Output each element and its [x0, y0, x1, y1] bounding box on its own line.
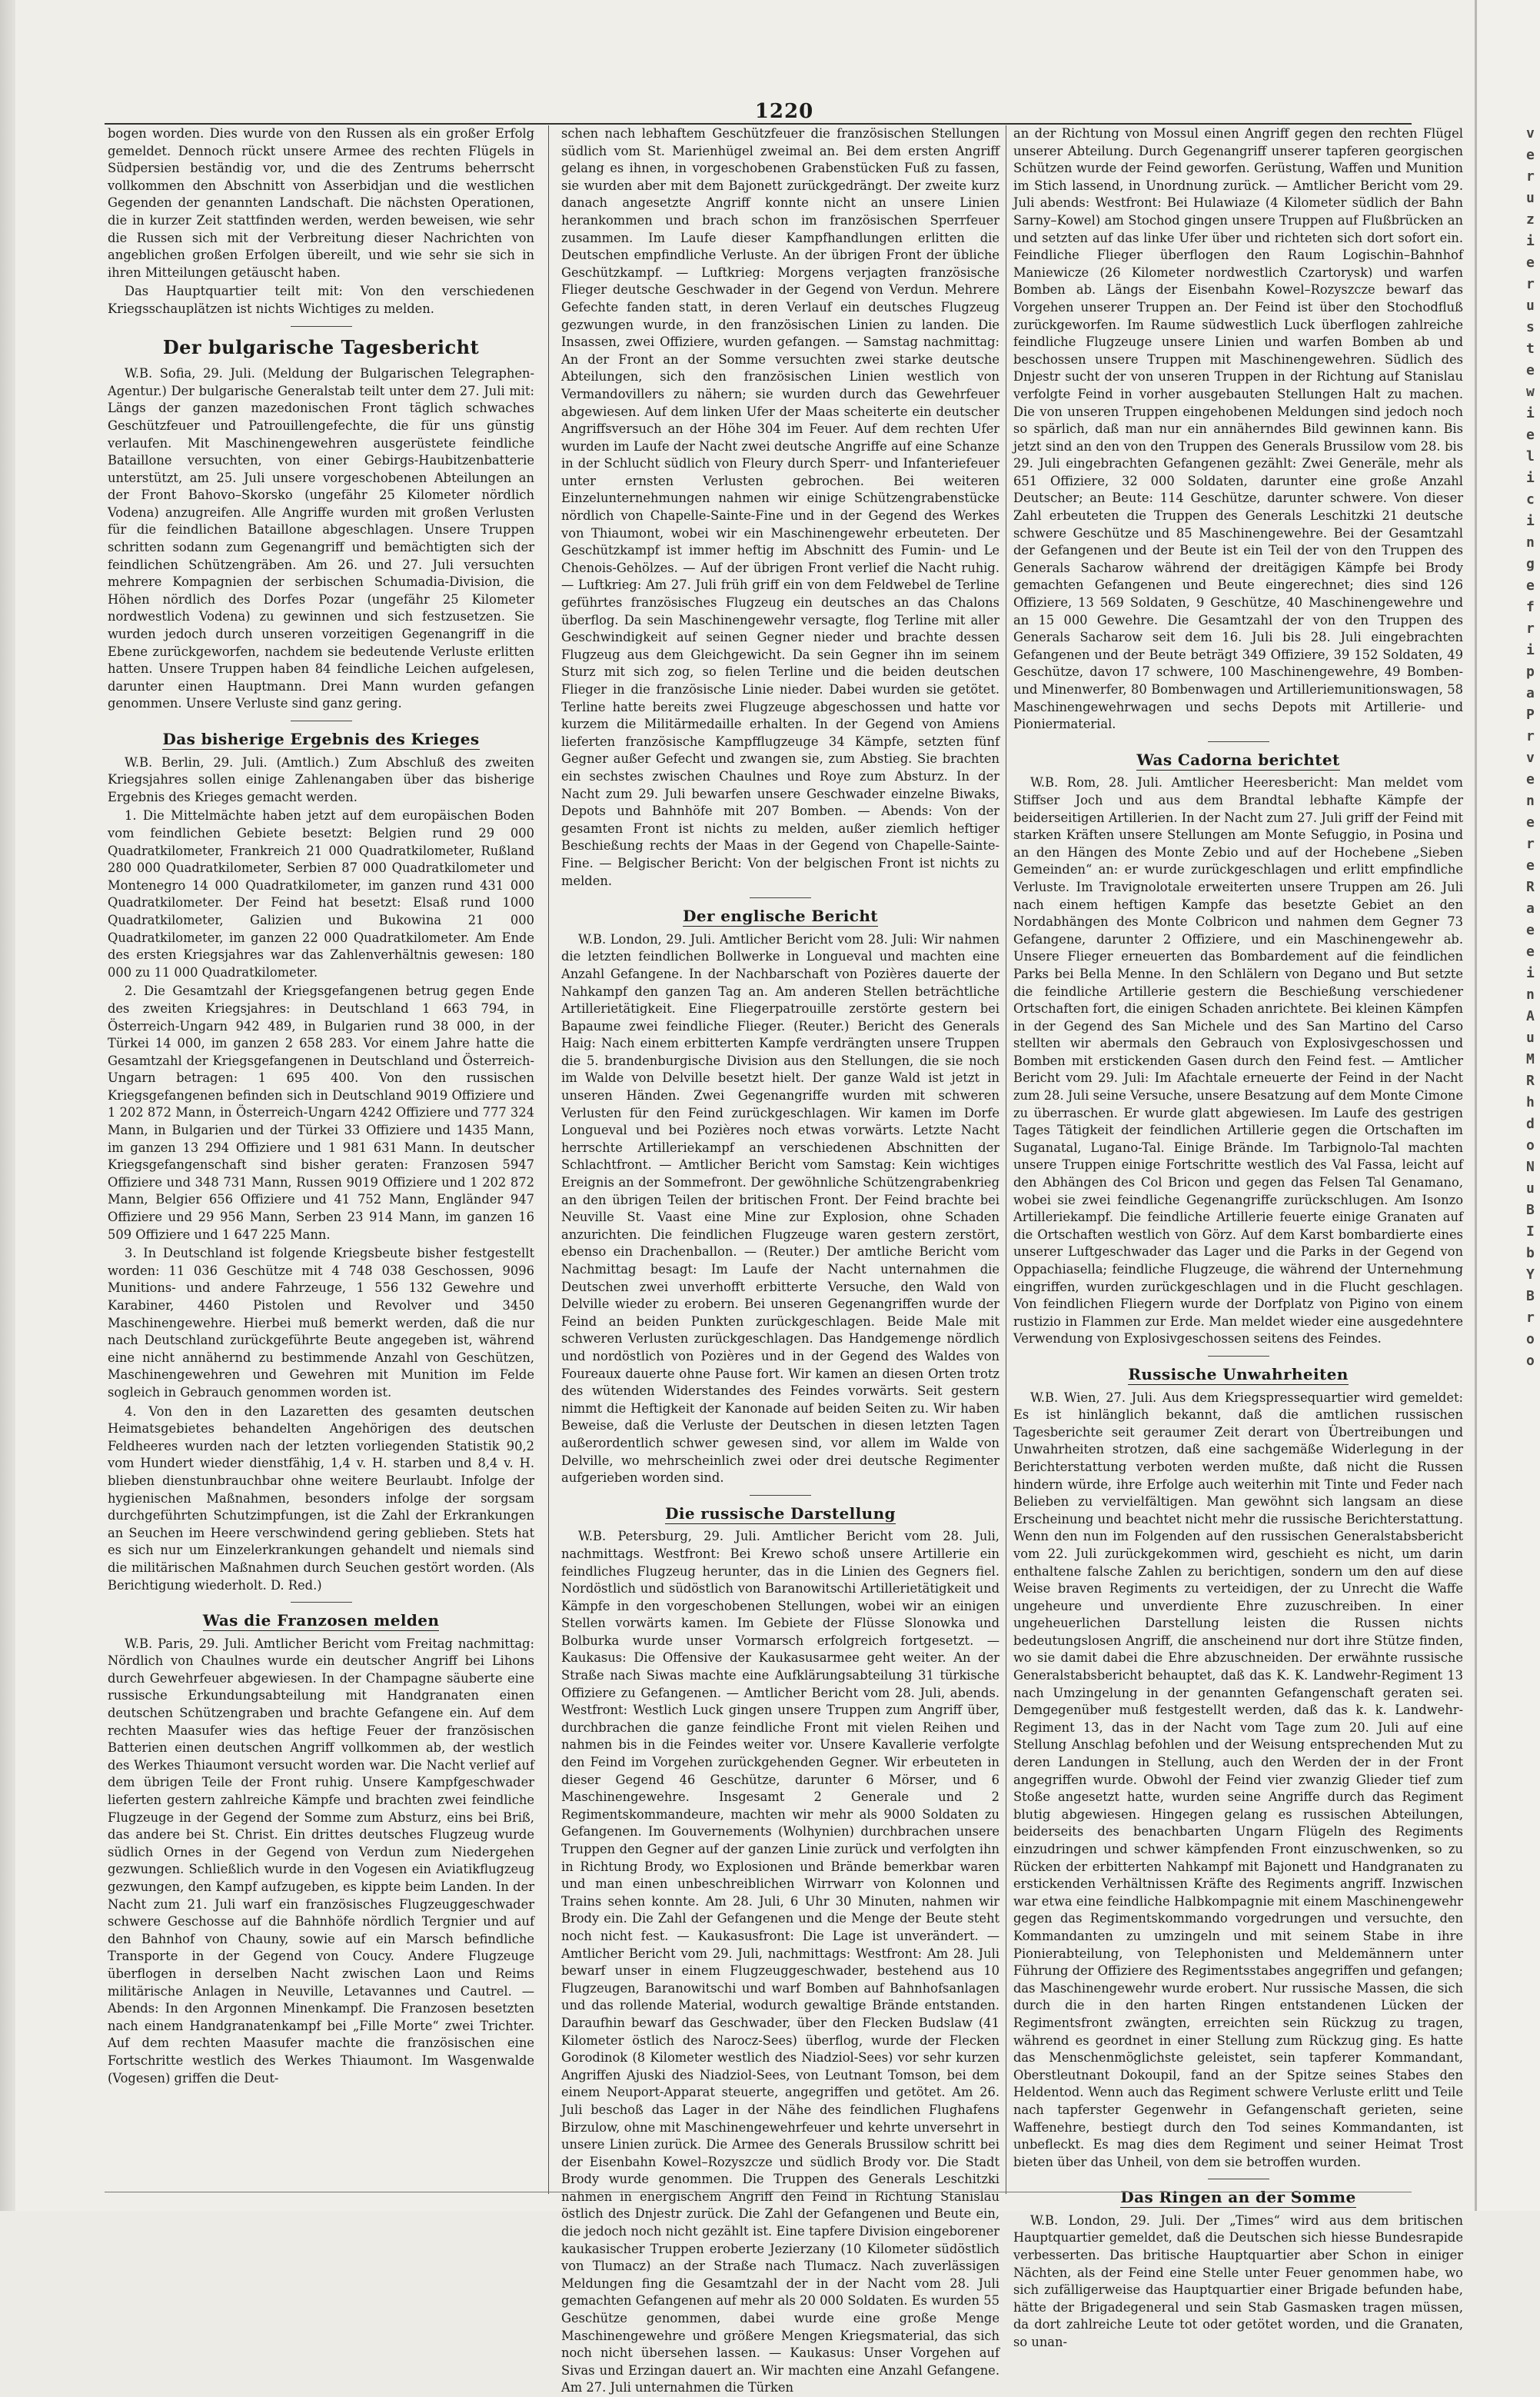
adjacent-page-text: ve ru z ie ru ste wie lic in ge fri pa Pr ve ne re R a e e in A u M R h d o N u B I b Y B ro o: [1526, 125, 1535, 1369]
article-text: Das Hauptquartier teilt mit: Von den verschiedenen Kriegsschauplätzen ist nichts Wichtiges zu melden.: [108, 284, 534, 316]
headline-english-report: [561, 907, 1000, 925]
adjacent-page-edge: [1475, 0, 1540, 2211]
headline-cadorna-report: [1013, 751, 1463, 769]
headline-text: Der englische Bericht: [683, 907, 878, 926]
column-divider: [548, 125, 549, 2194]
headline-text: Was Cadorna berichtet: [1136, 750, 1340, 769]
article-text: W.B. Paris, 29. Juli. Amtlicher Bericht vom Freitag nachmittag: Nördlich von Chaulnes wurde ein deutscher Angriff bei Lihons durch Gewehrfeuer abgewiesen. In der Champagne säuberte eine russische Erkundungsabteilung mit Handgranaten einen deutschen Schützengraben und brachte Gefangene ein. Auf dem rechten Maasufer wies das heftige Feuer der französischen Batterien einen deutschen Angriff vollkommen ab, der westlich des Werkes Thiaumont versucht worden war. Die Nacht verlief auf dem übrigen Teile der Front ruhig. Unsere Kampfgeschwader lieferten gestern zahlreiche Kämpfe und brachten zwei feindliche Flugzeuge in der Gegend der Somme zum Absturz, eins bei Briß, das andere bei St. Christ. Ein drittes deutsches Flugzeug wurde südlich Ornes in der Gegend von Verdun zum Niedergehen gezwungen. Schließlich wurde in den Vogesen ein Aviatikflugzeug gezwungen, den Kampf aufzugeben, es kippte beim Landen. In der Nacht zum 21. Juli warf ein französisches Flugzeuggeschwader schwere Geschosse auf die Bahnhöfe nördlich Tergnier und auf den Bahnhof von Chauny, sowie auf ein Marsch befindliche Transporte in der Gegend von Coucy. Andere Flugzeuge überflogen in derselben Nacht zwischen Laon und Reims militärische Anlagen in Neuville, Letavannes und Cautrel. — Abends: In den Argonnen Minenkampf. Die Franzosen besetzten nach einem Handgranatenkampf bei „Fille Morte“ zwei Trichter. Auf dem rechten Maasufer machte die französischen eine Fortschritte westlich des Werkes Thiaumont. Im Wasgenwalde (Vogesen) griffen die Deut-: [108, 1636, 534, 2086]
article-text: 4. Von den in den Lazaretten des gesamten deutschen Heimatsgebietes behandelten Angehörigen des deutschen Feldheeres wurden nach der letzten vorliegenden Statistik 90,2 vom Hundert wieder dienstfähig, 1,4 v. H. starben und 8,4 v. H. blieben dienstunbrauchbar ohne weitere Beurlaubt. Infolge der hygienischen Maßnahmen, besonders infolge der sorgsam durchgeführten Schutzimpfungen, ist die Zahl der Erkrankungen an Seuchen im Heere verschwindend gering geblieben. Stets hat es sich nur um Einzelerkrankungen gehandelt und niemals sind die militärischen Maßnahmen durch Seuchen gestört worden. (Als Berichtigung wiederholt. D. Red.): [108, 1403, 534, 1593]
article-text: an der Richtung von Mossul einen Angriff gegen den rechten Flügel unserer Abteilung. Durch Gegenangriff unserer tapferen georgischen Schützen wurde der Feind geworfen. Gerüstung, Waffen und Munition im Stich lassend, in Unordnung zurück. — Amtlicher Bericht vom 29. Juli abends: Westfront: Bei Hulawiaze (4 Kilometer südlich der Bahn Sarny–Kowel) am Stochod gingen unsere Truppen auf Flußbrücken an und setzten auf das linke Ufer über und richteten sich dort sofort ein. Feindliche Flieger überflogen den Raum Logischin–Bahnhof Maniewicze (26 Kilometer nordwestlich Czartorysk) und warfen Bomben ab. Längs der Eisenbahn Kowel–Rozyszcze bewarf das Vorgehen unserer Truppen an. Der Feind ist über den Stochodfluß zurückgeworfen. Im Raume südwestlich Luck überflogen zahlreiche feindliche Flugzeuge unsere Linien und warfen Bomben ab und beschossen unsere Truppen mit Maschinengewehren. Südlich des Dnjestr sucht der von unseren Truppen in der Richtung auf Stanislau verfolgte Feind in vorher ausgebauten Stellungen Halt zu machen. Die von unseren Truppen eingehobenen Meldungen sind jedoch noch so spärlich, daß man nur ein annäherndes Bild gewinnen kann. Bis jetzt sind an den von den Truppen des Generals Brussilow vom 28. bis 29. Juli eingebrachten Gefangenen gezählt: Zwei Generäle, mehr als 651 Offiziere, 32 000 Soldaten, darunter eine große Anzahl Deutscher; an Beute: 114 Geschütze, darunter schwere. Von dieser Zahl erbeuteten die Truppen des Generals Leschitzki 21 deutsche schwere Geschütze und 85 Maschinengewehre. Bei der Gesamtzahl der Gefangenen und der Beute ist ein Teil der von den Truppen des Generals Sacharow während der dreitägigen Kämpfe bei Brody gemachten Gefangenen und Beute eingerechnet; dies sind 126 Offiziere, 13 569 Soldaten, 9 Geschütze, 40 Maschinengewehre und an 15 000 Gewehre. Die Gesamtzahl der von den Truppen des Generals Sacharow seit dem 16. Juli bis 28. Juli eingebrachten Gefangenen und der Beute beträgt 349 Offiziere, 39 152 Soldaten, 49 Geschütze, davon 17 schwere, 100 Maschinengewehre, 49 Bomben- und Minenwerfer, 80 Bombenwagen und Artilleriemunitionswagen, 58 Maschinengewehrwagen und sechs Depots mit Artillerie- und Pioniermaterial.: [1013, 126, 1463, 732]
article-text: W.B. London, 29. Juli. Amtlicher Bericht vom 28. Juli: Wir nahmen die letzten feindlichen Bollwerke in Longueval und machten eine Anzahl Gefangene. In der Nachbarschaft von Pozières dauerte der Nahkampf den ganzen Tag an. Am anderen Stellen beträchtliche Artillerietätigkeit. Eine Fliegerpatrouille zerstörte gestern bei Bapaume zwei feindliche Flieger. (Reuter.) Bericht des Generals Haig: Nach einem erbitterten Kampfe verdrängten unsere Truppen die 5. brandenburgische Division aus den Stellungen, die sie noch im Walde von Delville besetzt hielt. Der ganze Wald ist jetzt in unseren Händen. Zwei Gegenangriffe wurden mit schweren Verlusten für den Feind zurückgeschlagen. Wir kamen im Dorfe Longueval und bei Pozières noch etwas vorwärts. Letzte Nacht herrschte Artilleriekampf an verschiedenen Abschnitten der Schlachtfront. — Amtlicher Bericht vom Samstag: Kein wichtiges Ereignis an der Sommefront. Der gewöhnliche Schützengrabenkrieg an den übrigen Teilen der britischen Front. Der Feind brachte bei Neuville St. Vaast eine Mine zur Explosion, ohne Schaden anzurichten. Die feindlichen Flugzeuge waren gestern zerstört, ebenso ein Drachenballon. — (Reuter.) Der amtliche Bericht vom Nachmittag besagt: Im Laufe der Nacht unternahmen die Deutschen zwei unverhofft erbitterte Versuche, den Wald von Delville wieder zu erobern. Bei unseren Gegenangriffen wurde der Feind an beiden Punkten zurückgeschlagen. Beide Male mit schweren Verlusten zurückgeschlagen. Das Handgemenge nördlich und nordöstlich von Pozières und in der Gegend des Waldes von Foureaux dauerte ohne Pause fort. Wir kamen an diesen Orten trotz des wütenden Widerstandes des Feindes vorwärts. Seit gestern nimmt die Heftigkeit der Kanonade auf beiden Seiten zu. Wir haben Beweise, daß die Verluste der Deutschen in diesen letzten Tagen außerordentlich schwer gewesen sind, vor allem im Walde von Delville, wo mehrscheinlich zwei oder drei deutsche Regimenter aufgerieben worden sind.: [561, 931, 1000, 1486]
page-number: 1220: [754, 100, 814, 123]
article-text: W.B. Sofia, 29. Juli. (Meldung der Bulgarischen Telegraphen-Agentur.) Der bulgarische Generalstab teilt unter dem 27. Juli mit: Längs der ganzen mazedonischen Front täglich schwaches Geschützfeuer und Patrouillengefechte, die für uns günstig verlaufen. Mit Maschinengewehren ausgerüstete feindliche Bataillone versuchten, von einer Gebirgs-Haubitzenbatterie unterstützt, am 25. Juli unsere vorgeschobenen Abteilungen an der Front Bahovo–Skorsko (ungefähr 25 Kilometer nördlich Vodena) anzugreifen. Alle Angriffe wurden mit großen Verlusten für die feindlichen Bataillone abgeschlagen. Unsere Truppen schritten sodann zum Gegenangriff und bemächtigten sich der feindlichen Schützengräben. Am 26. und 27. Juli versuchten mehrere Kompagnien der serbischen Schumadia-Division, die Höhen nördlich des Dorfes Pozar (ungefähr 25 Kilometer nordwestlich Vodena) zu gewinnen und sich festzusetzen. Sie wurden jedoch durch unseren vorzeitigen Gegenangriff in die Ebene zurückgeworfen, nachdem sie bedeutende Verluste erlitten hatten. Unsere Truppen haben 84 feindliche Leichen aufgelesen, darunter einen Hauptmann. Drei Mann wurden gefangen genommen. Unsere Verluste sind ganz gering.: [108, 366, 534, 711]
headline-french-report: [108, 1612, 534, 1630]
article-text: W.B. Petersburg, 29. Juli. Amtlicher Bericht vom 28. Juli, nachmittags. Westfront: Bei Krewo schoß unsere Artillerie ein feindliches Flugzeug herunter, das in die Linien des Gegners fiel. Nordöstlich und südöstlich von Baranowitschi Artillerietätigkeit und Kämpfe in den vorgeschobenen Stellungen, wobei wir an einigen Stellen vorwärts kamen. Im Gebiete der Flüsse Slonowka und Bolburka wurde unser Vormarsch erfolgreich fortgesetzt. — Kaukasus: Die Offensive der Kaukasusarmee geht weiter. An der Straße nach Siwas machte eine Aufklärungsabteilung 31 türkische Offiziere zu Gefangenen. — Amtlicher Bericht vom 28. Juli, abends. Westfront: Westlich Luck gingen unsere Truppen zum Angriff über, durchbrachen die ganze feindliche Front mit vielen Reihen und nahmen bis in die Feindes weiter vor. Unsere Kavallerie verfolgte den Feind im Vorgehen zurückgehenden Gegner. Wir erbeuteten in dieser Gegend 46 Geschütze, darunter 6 Mörser, und 6 Maschinengewehre. Insgesamt 2 Generale und 2 Regimentskommandeure, machten wir mehr als 9000 Soldaten zu Gefangenen. Im Gouvernements (Wolhynien) durchbrachen unsere Truppen den Gegner auf der ganzen Linie zurück und verfolgten ihn in Richtung Brody, wo Explosionen und Brände bemerkbar waren und man einen unbeschreiblichen Wirrwarr von Kolonnen und Trains sehen konnte. Am 28. Juli, 6 Uhr 30 Minuten, nahmen wir Brody ein. Die Zahl der Gefangenen und die Menge der Beute steht noch nicht fest. — Kaukasusfront: Die Lage ist unverändert. — Amtlicher Bericht vom 29. Juli, nachmittags: Westfront: Am 28. Juli bewarf unser in einem Flugzeuggeschwader, bestehend aus 10 Flugzeugen, Baranowitschi und warf Bomben auf Bahnhofsanlagen und das rollende Material, wodurch gewaltige Brände entstanden. Daraufhin bewarf das Geschwader, über den Flecken Budslaw (41 Kilometer östlich des Narocz-Sees) überflog, wurde der Flecken Gorodinok (8 Kilometer westlich des Niadziol-Sees) vor sehr kurzen Angriffen Ajuski des Niadziol-Sees, von Leutnant Tomson, bei dem einem Neuport-Apparat steuerte, angegriffen und getötet. Am 26. Juli beschoß das Lager in der Nähe des feindlichen Flughafens Birzulow, ohne mit Maschinengewehrfeuer und kehrte unversehrt in unsere Linien zurück. Die Armee des Generals Brussilow schritt bei der Eisenbahn Kowel–Rozyszcze und südlich Brody vor. Die Stadt Brody wurde genommen. Die Truppen des Generals Leschitzki nahmen in energischem Angriff den Feind in Richtung Stanislau östlich des Dnjestr zurück. Die Zahl der Gefangenen und Beute ein, die jedoch noch nicht gezählt ist. Eine tapfere Division eingeborener kaukasischer Truppen eroberte Jezierzany (10 Kilometer südöstlich von Tlumacz) an der Straße nach Tlumacz. Nach zuverlässigen Meldungen fing die Gesamtzahl der in der Nacht vom 28. Juli gemachten Gefangenen auf mehr als 20 000 Soldaten. Es wurden 55 Geschütze genommen, dabei wurde eine große Menge Maschinengewehre und größere Mengen Kriegsmaterial, das sich noch nicht übersehen lassen. — Kaukasus: Unser Vorgehen auf Sivas und Erzingan dauert an. Wir machten eine Anzahl Gefangene. Am 27. Juli unternahmen die Türken: [561, 1529, 1000, 2395]
headline-russian-untruths: [1013, 1366, 1463, 1383]
separator: [1208, 741, 1269, 742]
article-text: 3. In Deutschland ist folgende Kriegsbeute bisher festgestellt worden: 11 036 Geschütze mit 4 748 038 Geschossen, 9096 Munitions- und andere Fahrzeuge, 1 556 132 Gewehre und Karabiner, 4460 Pistolen und Revolver und 3450 Maschinengewehre. Hierbei muß bemerkt werden, daß die nur nach Deutschland zurückgeführte Beute angegeben ist, während eine nicht annähernd zu bestimmende Anzahl von Geschützen, Maschinengewehren und Gewehren mit Munition im Felde sogleich in Gebrauch genommen worden ist.: [108, 1246, 534, 1400]
separator: [750, 897, 811, 898]
headline-bulgarian-report: Der bulgarische Tagesbericht: [162, 335, 480, 358]
separator: [291, 326, 352, 327]
headline-war-results: [108, 731, 534, 748]
article-text: W.B. London, 29. Juli. Der „Times“ wird aus dem britischen Hauptquartier gemeldet, daß die Deutschen sich hiesse Bundesrapide verbesserten. Das britische Hauptquartier aber Schon in einiger Nächten, als der Feind eine Stelle unter Feuer genommen habe, wo sich zufälligerweise das Hauptquartier einer Brigade befunden habe, hätte der Brigadegeneral und sein Stab Gasmasken tragen müssen, da dort zahlreiche Leute tot oder getötet worden, und die Granaten, so unan-: [1013, 2212, 1463, 2350]
page-gutter-left: [0, 0, 17, 2211]
headline-text: Das bisherige Ergebnis des Krieges: [162, 730, 480, 748]
separator: [1208, 1356, 1269, 1357]
header-rule: [105, 123, 1412, 125]
article-text: schen nach lebhaftem Geschützfeuer die französischen Stellungen südlich vom St. Marienhügel zweimal an. Bei dem ersten Angriff gelang es ihnen, in vorgeschobenen Grabenstücken Fuß zu fassen, sie wurden aber mit dem Bajonett zurückgedrängt. Der zweite kurz danach angesetzte Angriff konnte nicht an unsere Linien herankommen und brach schon im französischen Sperrfeuer zusammen. Im Laufe dieser Kampfhandlungen erlitten die Deutschen empfindliche Verluste. An der übrigen Front der übliche Geschützkampf. — Luftkrieg: Morgens verjagten französische Flieger deutsche Geschwader in der Gegend von Verdun. Mehrere Gefechte fanden statt, in deren Verlauf ein deutsches Flugzeug gezwungen wurde, in den französischen Linien zu landen. Die Insassen, zwei Offiziere, wurden gefangen. — Samstag nachmittag: An der Front an der Somme versuchten zwei starke deutsche Abteilungen, sich den französischen Linien westlich von Vermandovillers zu nähern; sie wurden durch das Gewehrfeuer abgewiesen. Auf dem linken Ufer der Maas scheiterte ein deutscher Angriffsversuch an der Höhe 304 im Feuer. Auf dem rechten Ufer wurden im Laufe der Nacht zwei deutsche Angriffe auf eine Schanze in der Schlucht südlich von Fleury durch Sperr- und Infanteriefeuer unter ernsten Verlusten gebrochen. Bei weiteren Einzelunternehmungen nahmen wir einige Schützengrabenstücke nördlich von Chapelle-Sainte-Fine und in der Gegend des Werkes von Thiaumont, wobei wir ein Maschinengewehr erbeuteten. Der Geschützkampf ist immer heftig im Abschnitt des Fumin- und Le Chenois-Gehölzes. — Auf der übrigen Front verlief die Nacht ruhig. — Luftkrieg: Am 27. Juli früh griff ein von dem Feldwebel de Terline geführtes französisches Flugzeug ein deutsches an das Chalons überflog. Da sein Maschinengewehr versagte, flog Terline mit aller Geschwindigkeit auf seinen Gegner nieder und brachte dessen Flugzeug aus dem Gleichgewicht. Da sein Gegner ihn im seinem Sturz mit sich zog, so fielen Terline und die beiden deutschen Flieger in die französische Linie nieder. Dabei wurden sie getötet. Terline hatte bereits zwei Flugzeuge abgeschossen und hatte vor kurzem die Militärmedaille erhalten. In der Gegend von Amiens lieferten französische Kampfflugzeuge 34 Kämpfe, setzten fünf Gegner außer Gefecht und zwangen sie, zum Abstieg. Sie brachten ein sechstes zwischen Chaulnes und Roye zum Absturz. In der Nacht zum 29. Juli bewarfen unsere Geschwader einzelne Biwaks, Depots und Bahnhöfe mit 207 Bomben. — Abends: Von der gesamten Front ist nichts zu melden, außer ziemlich heftiger Beschießung rechts der Maas in der Gegend von Chapelle-Sainte-Fine. — Belgischer Bericht: Von der belgischen Front ist nichts zu melden.: [561, 126, 1000, 888]
headline-text: Was die Franzosen melden: [202, 1611, 440, 1630]
headline-text: Russische Unwahrheiten: [1128, 1364, 1349, 1383]
article-text: W.B. Berlin, 29. Juli. (Amtlich.) Zum Abschluß des zweiten Kriegsjahres sollen einige Zahlenangaben über das bisherige Ergebnis des Krieges gemacht werden.: [108, 754, 534, 804]
headline-text: Das Ringen an der Somme: [1120, 2188, 1356, 2207]
headline-text: Die russische Darstellung: [665, 1503, 896, 1523]
article-text: W.B. Wien, 27. Juli. Aus dem Kriegspressequartier wird gemeldet: Es ist hinlänglich bekannt, daß die amtlichen russischen Tagesberichte seit geraumer Zeit derart von Übertreibungen und Unwahrheiten strotzen, daß eine sachgemäße Widerlegung in der Berichterstattung verboten werden mußte, daß nicht die Russen hindern würde, ihre Erfolge auch weiterhin mit Tinte und Feder nach Belieben zu vervielfältigen. Man gewöhnt sich langsam an diese Erscheinung und beachtet nicht mehr die russische Berichterstattung. Wenn den nun im Folgenden auf den russischen Generalstabsbericht vom 22. Juli zurückgekommen wird, geschieht es nicht, um darin enthaltene falsche Zahlen zu berichtigen, sondern um den auf diese Weise braven Regiments zu verteidigen, der zu Unrecht die Waffe ungeheure und unverdiente Ehre zuzuschreiben. In einer ungeheuerlichen Darstellung leisten die Russen nichts bedeutungslosen Angriff, die anscheinend nur dort ihre Stütze finden, wo sie damit dabei die Ehre abzuschneiden. Der erwähnte russische Generalstabsbericht behauptet, daß das K. K. Landwehr-Regiment 13 nach Umzingelung in der genannten Gefangenschaft geraten sei. Demgegenüber muß festgestellt werden, daß das k. k. Landwehr-Regiment 13, das in der Nacht vom Tage zum 20. Juli auf eine Stellung Anschlag befohlen und der Weisung entsprechenden Mut zu deren Landungen in Stellung, auch den Werden der in der Front angegriffen wurde. Obwohl der Feind vier zwanzig Glieder tief zum Stoße angesetzt hatte, wurden seine Angriffe durch das Regiment blutig abgewiesen. Hingegen gelang es russischen Abteilungen, beiderseits des benachbarten Ungarn Flügeln des Regiments einzudringen und schwer kämpfenden Front einzuschwenken, so zu Rücken der erbitterten Nahkampf mit Bajonett und Handgranaten zu erstickenden Verhältnissen Kräfte des Regiments angriff. Inzwischen war etwa eine feindliche Halbkompagnie mit einem Maschinengewehr gegen das Regimentskommando vorgedrungen und versuchte, den Kommandanten zu umzingeln und mit seinem Stabe in ihre Pionierabteilung, von Telephonisten und Meldemännern unter Führung der Offiziere des Regimentsstabes angegriffen und gefangen; das Maschinengewehr wurde erobert. Nur russische Massen, die sich durch die in den harten Ringen entstandenen Lücken der Regimentsfront zwängten, erreichten sein Rückzug zu tragen, während es geordnet in einer Stellung zum Rückzug ging. Es hatte das Menschenmöglichste geleistet, sein tapferer Kommandant, Oberstleutnant Dokoupil, fand an der Spitze seines Stabes den Heldentod. Wenn auch das Regiment schwere Verluste erlitt und Teile nach tapferster Gegenwehr in Gefangenschaft gerieten, seine Waffenehre, bestiegt durch den Tod seines Kommandanten, ist unbefleckt. Es mag dies dem Regiment und seiner Heimat Trost bieten über das Unheil, von dem sie betroffen wurden.: [1013, 1390, 1463, 2169]
column-2: [561, 125, 1000, 2395]
article-text: 1. Die Mittelmächte haben jetzt auf dem europäischen Boden vom feindlichen Gebiete besetzt: Belgien rund 29 000 Quadratkilometer, Frankreich 21 000 Quadratkilometer, Rußland 280 000 Quadratkilometer, Serbien 87 000 Quadratkilometer und Montenegro 14 000 Quadratkilometer, im ganzen rund 431 000 Quadratkilometer. Der Feind hat besetzt: Elsaß rund 1000 Quadratkilometer, Galizien und Bukowina 21 000 Quadratkilometer, im ganzen 22 000 Quadratkilometer. Am Ende des ersten Kriegsjahres war das Zahlenverhältnis gewesen: 180 000 zu 11 000 Quadratkilometer.: [108, 808, 534, 980]
separator: [291, 1602, 352, 1603]
article-text: 2. Die Gesamtzahl der Kriegsgefangenen betrug gegen Ende des zweiten Kriegsjahres: in Deutschland 1 663 794, in Österreich-Ungarn 942 489, in Bulgarien rund 38 000, in der Türkei 14 000, im ganzen 2 658 283. Vor einem Jahre hatte die Gesamtzahl der Kriegsgefangenen in Deutschland und Österreich-Ungarn betragen: 1 695 400. Von den russischen Kriegsgefangenen befinden sich in Deutschland 9019 Offiziere und 1 202 872 Mann, in Österreich-Ungarn 4242 Offiziere und 777 324 Mann, in Bulgarien und der Türkei 33 Offiziere und 1435 Mann, im ganzen 13 294 Offiziere und 1 981 631 Mann. In deutscher Kriegsgefangenschaft sind bisher geraten: Franzosen 5947 Offiziere und 348 731 Mann, Russen 9019 Offiziere und 1 202 872 Mann, Belgier 656 Offiziere und 41 752 Mann, Engländer 947 Offiziere und 29 956 Mann, Serben 23 914 Mann, im ganzen 16 509 Offiziere und 1 647 225 Mann.: [108, 984, 534, 1242]
column-1: [108, 125, 534, 2194]
column-3: [1013, 125, 1463, 2350]
article-text: W.B. Rom, 28. Juli. Amtlicher Heeresbericht: Man meldet vom Stiffser Joch und aus dem Brandtal lebhafte Kämpfe der beiderseitigen Artillerien. In der Nacht zum 27. Juli griff der Feind mit starken Kräften unsere Stellungen am Monte Sefuggio, in Posina und an den Hängen des Monte Zebio und auf der Hochebene „Sieben Gemeinden“ an: er wurde zurückgeschlagen und erlitt empfindliche Verluste. Im Travignolotale erweiterten unsere Truppen am 26. Juli nach einem heftigen Kampfe das besetzte Gebiet an den Nordabhängen des Monte Colbricon und nahmen dem Gegner 73 Gefangene, darunter 2 Offiziere, und ein Maschinengewehr ab. Unsere Flieger erneuerten das Bombardement auf die feindlichen Parks bei Bella Menne. In den Schlälern von Degano und But setzte die feindliche Artillerie gestern die Beschießung verschiedener Ortschaften fort, die einigen Schaden anrichtete. Bei kleinen Kämpfen in der Gegend des San Michele und des San Martino del Carso stellten wir abermals den Gebrauch von Explosivgeschossen und Bomben mit erstickenden Gasen durch den Feind fest. — Amtlicher Bericht vom 29. Juli: Im Afachtale erneuerte der Feind in der Nacht zum 28. Juli seine Versuche, unsere Besatzung auf dem Monte Cimone zu überraschen. Er wurde glatt abgewiesen. Im Laufe des gestrigen Tages Tätigkeit der feindlichen Artillerie gegen die Ortschaften im Suganatal, Lugano-Tal. Einige Brände. Im Tarbignolo-Tal machten unsere Truppen einige Fortschritte westlich des Val Fassa, leicht auf den Abhängen des Col Bricon und gegen das Felsen Tal Genamano, wobei sie zwei feindliche Gegenangriffe zurückschlugen. Am Isonzo Artilleriekampf. Die feindliche Artillerie feuerte einige Granaten auf die Ortschaften westlich von Görz. Auf dem Karst bombardierte eines unserer Luftgeschwader das Lager und die Parks in der Gegend von Oppachiasella; feindliche Flugzeuge, die während der Unternehmung eingriffen, wurden zurückgeschlagen und in die Flucht geschlagen. Von feindlichen Fliegern wurde der Dorfplatz von Pigino von einem rustizio in Flammen zur Erde. Man meldet wieder eine ausgedehntere Verwendung von Explosivgeschossen seitens des Feindes.: [1013, 775, 1463, 1347]
article-text: bogen worden. Dies wurde von den Russen als ein großer Erfolg gemeldet. Dennoch rückt unsere Armee des rechten Flügels in Südpersien beständig vor, und die des Zentrums beherrscht vollkommen den Abschnitt von Asserbidjan und die westlichen Gegenden der genannten Landschaft. Die nächsten Operationen, die in kurzer Zeit stattfinden werden, werden beweisen, wie sehr die Russen sich mit der Verbreitung dieser Nachrichten von angeblichen großen Erfolgen übereilt, und wie sehr sie sich in ihren Mitteilungen getäuscht haben.: [108, 126, 534, 280]
headline-russian-report: [561, 1505, 1000, 1523]
separator: [750, 1495, 811, 1496]
